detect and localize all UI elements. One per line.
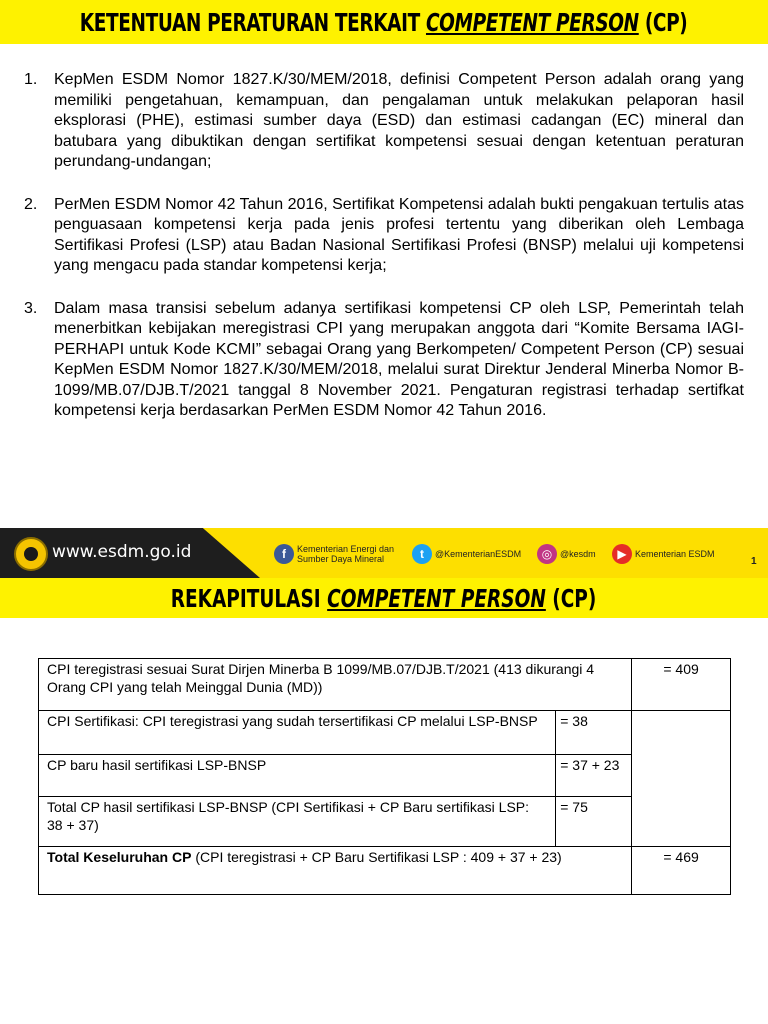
twitter-label: @KementerianESDM <box>435 549 522 559</box>
instagram-label: @kesdm <box>560 549 596 559</box>
list-item-number: 1. <box>24 71 38 88</box>
website-link[interactable]: www.esdm.go.id <box>52 542 192 562</box>
list-item-number: 3. <box>24 299 38 317</box>
list-item-text: KepMen ESDM Nomor 1827.K/30/MEM/2018, definisi Competent Person adalah orang yang memiliki pengetahuan, kemampuan, dan pengalaman untuk melakukan pelaporan hasil eksplorasi (PHE), estimasi sumber daya (ESD) dan estimasi cadangan (EC) mineral dan batubara yang dibuktikan dengan sertifikat kompetensi sesuai dengan ketentuan peraturan perundang-undangan; <box>54 71 744 170</box>
table-cell-value: = 75 <box>556 797 632 847</box>
facebook-link[interactable] <box>274 544 394 564</box>
youtube-label: Kementerian ESDM <box>635 549 715 559</box>
table-cell-value: = 469 <box>632 847 731 895</box>
instagram-icon: ◎ <box>537 544 557 564</box>
title-prefix: KETENTUAN PERATURAN TERKAIT <box>80 7 427 37</box>
youtube-icon: ▶ <box>612 544 632 564</box>
slide-title-bar <box>0 0 768 44</box>
page-number: 1 <box>751 556 757 567</box>
table-row <box>39 755 731 797</box>
slide-title <box>171 584 597 613</box>
list-item <box>24 70 744 173</box>
table-row <box>39 847 731 895</box>
twitter-icon: t <box>412 544 432 564</box>
title-suffix: (CP) <box>639 7 688 37</box>
slide-title <box>80 8 688 37</box>
table-cell-label: CP baru hasil sertifikasi LSP-BNSP <box>39 755 556 797</box>
list-item <box>24 299 744 422</box>
title-suffix: (CP) <box>546 583 597 613</box>
instagram-link[interactable] <box>537 544 596 564</box>
table-cell-label: CPI Sertifikasi: CPI teregistrasi yang sudah tersertifikasi CP melalui LSP-BNSP <box>39 711 556 755</box>
esdm-logo-icon <box>14 537 48 571</box>
list-item-text: PerMen ESDM Nomor 42 Tahun 2016, Sertifikat Kompetensi adalah bukti pengakuan tertulis atas penguasaan kompetensi kerja pada jenis profesi tertentu yang diberikan oleh Lembaga Sertifikasi Profesi (LSP) atau Badan Nasional Sertifikasi Profesi (BNSP) melalui uji kompetensi yang mengacu pada standar kompetensi kerja; <box>54 195 744 274</box>
facebook-icon: f <box>274 544 294 564</box>
table-cell-value: = 38 <box>556 711 632 755</box>
table-cell-label <box>39 847 632 895</box>
table-cell-value: = 37 + 23 <box>556 755 632 797</box>
recap-table <box>38 658 731 895</box>
table-row <box>39 711 731 755</box>
slide-2 <box>0 578 768 1024</box>
total-label-bold: Total Keseluruhan CP <box>47 849 192 865</box>
title-prefix: REKAPITULASI <box>171 583 328 613</box>
facebook-label-line1: Kementerian Energi dan <box>297 544 395 554</box>
total-label-rest: (CPI teregistrasi + CP Baru Sertifikasi LSP : 409 + 37 + 23) <box>191 849 562 865</box>
title-italic: COMPETENT PERSON <box>327 583 547 613</box>
slide-title-bar <box>0 578 768 618</box>
youtube-link[interactable] <box>612 544 715 564</box>
title-italic: COMPETENT PERSON <box>426 7 640 37</box>
table-cell-value: = 409 <box>632 659 731 711</box>
table-cell-label: CPI teregistrasi sesuai Surat Dirjen Minerba B 1099/MB.07/DJB.T/2021 (413 dikurangi 4 Orang CPI yang telah Meinggal Dunia (MD)) <box>39 659 632 711</box>
table-cell-empty <box>632 711 731 847</box>
table-row <box>39 797 731 847</box>
list-item-text: Dalam masa transisi sebelum adanya sertifikasi kompetensi CP oleh LSP, Pemerintah telah menerbitkan kebijakan meregistrasi CPI yang merupakan anggota dari “Komite Bersama IAGI-PERHAPI untuk Kode KCMI” sebagai Orang yang Berkompeten/ Competent Person (CP) sesuai KepMen ESDM Nomor 1827.K/30/MEM/2018, melalui surat Direktur Jenderal Minerba Nomor B-1099/MB.07/DJB.T/2021 tanggal 8 November 2021. Pengaturan registrasi terhadap sertifkat kompetensi kerja berdasarkan PerMen ESDM Nomor 42 Tahun 2016. <box>54 299 744 419</box>
list-item-number: 2. <box>24 195 38 213</box>
slide-footer <box>0 528 768 578</box>
table-row <box>39 659 731 711</box>
table-cell-label: Total CP hasil sertifikasi LSP-BNSP (CPI Sertifikasi + CP Baru sertifikasi LSP: 38 + 37) <box>39 797 556 847</box>
facebook-label-line2: Sumber Daya Mineral <box>297 554 385 564</box>
list-item <box>24 195 744 277</box>
regulation-list <box>24 70 744 444</box>
twitter-link[interactable] <box>412 544 521 564</box>
